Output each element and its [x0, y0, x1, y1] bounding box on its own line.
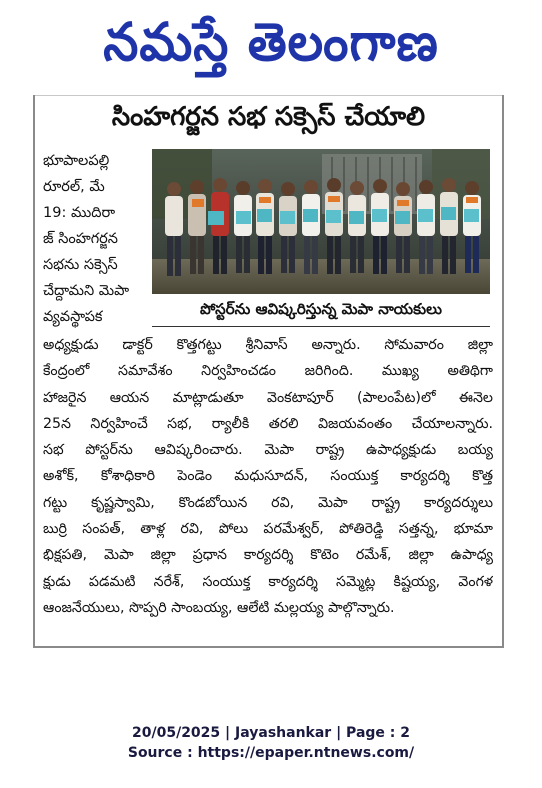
lead-line: సభను సక్సెస్ — [43, 257, 118, 273]
lead-line: వ్యవస్థాపక — [43, 309, 103, 325]
body-line: బుర్రి సంపత్, తాళ్ల రవి, పోలు పరమేశ్వర్, పోతిరెడ్డి సత్తన్న, భూమా — [43, 521, 493, 538]
photo-caption: పోస్టర్‌ను ఆవిష్కరిస్తున్న మెపా నాయకులు — [152, 295, 490, 327]
article-clipping — [33, 95, 504, 648]
body-line: అశోక్, కోశాధికారి పెండెం మధుసూదన్, సంయుక్త కార్యదర్శి కొత్త — [43, 468, 493, 485]
lead-column — [43, 148, 161, 330]
edition-info: 20/05/2025 | Jayashankar | Page : 2 — [132, 725, 410, 741]
lead-line: భూపాలపల్లి — [43, 153, 110, 169]
source-link[interactable]: Source : https://epaper.ntnews.com/ — [127, 745, 415, 761]
body-line: కేంద్రంలో సమావేశం నిర్వహించడం జరిగింది. ముఖ్య అతిథిగా — [43, 363, 493, 380]
group-photo-image — [152, 149, 490, 294]
body-line: హాజరైన ఆయన మాట్లాడుతూ వెంకటాపూర్ (పాలంపేట)లో ఈనెల — [43, 389, 493, 406]
article-body — [43, 332, 493, 621]
body-line: సభ పోస్టర్‌ను ఆవిష్కరించారు. మెపా రాష్ట్ర ఉపాధ్యక్షుడు బయ్య — [43, 442, 493, 459]
lead-line: రూరల్, మే — [43, 179, 105, 195]
body-line: క్షుడు పడమటి నరేశ్, సంయుక్త కార్యదర్శి సమ్మెట్ల కిష్టయ్య, వెంగళ — [43, 573, 493, 590]
article-headline: సింహగర్జన సభ సక్సెస్ చేయాలి — [111, 102, 426, 132]
newspaper-title: నమస్తే తెలంగాణ — [103, 11, 439, 73]
body-line: అధ్యక్షుడు డాక్టర్ కొత్తగట్టు శ్రీనివాస్ అన్నారు. సోమవారం జిల్లా — [43, 337, 493, 353]
lead-line: జ్ సింహగర్జన — [43, 231, 118, 247]
news-photo — [152, 149, 490, 294]
body-line: 25న నిర్వహించే సభ, ర్యాలీకి తరలి విజయవంతం చేయాలన్నారు. — [43, 415, 493, 432]
body-line: భిక్షపతి, మెపా జిల్లా ప్రధాన కార్యదర్శి కొటెం రమేశ్, జిల్లా ఉపాధ్య — [43, 547, 493, 564]
body-line: ఆంజనేయులు, సొప్పరి సాంబయ్య, ఆలేటి మల్లయ్య పాల్గొన్నారు. — [43, 599, 395, 616]
lead-line: 19: ముదిరా — [43, 205, 116, 221]
masthead — [0, 0, 542, 84]
body-line: గట్టు కృష్ణస్వామి, కొండబోయిన రవి, మెపా రాష్ట్ర కార్యదర్శులు — [43, 494, 493, 511]
footer — [0, 723, 542, 763]
lead-line: చేద్దామని మెపా — [43, 283, 130, 299]
